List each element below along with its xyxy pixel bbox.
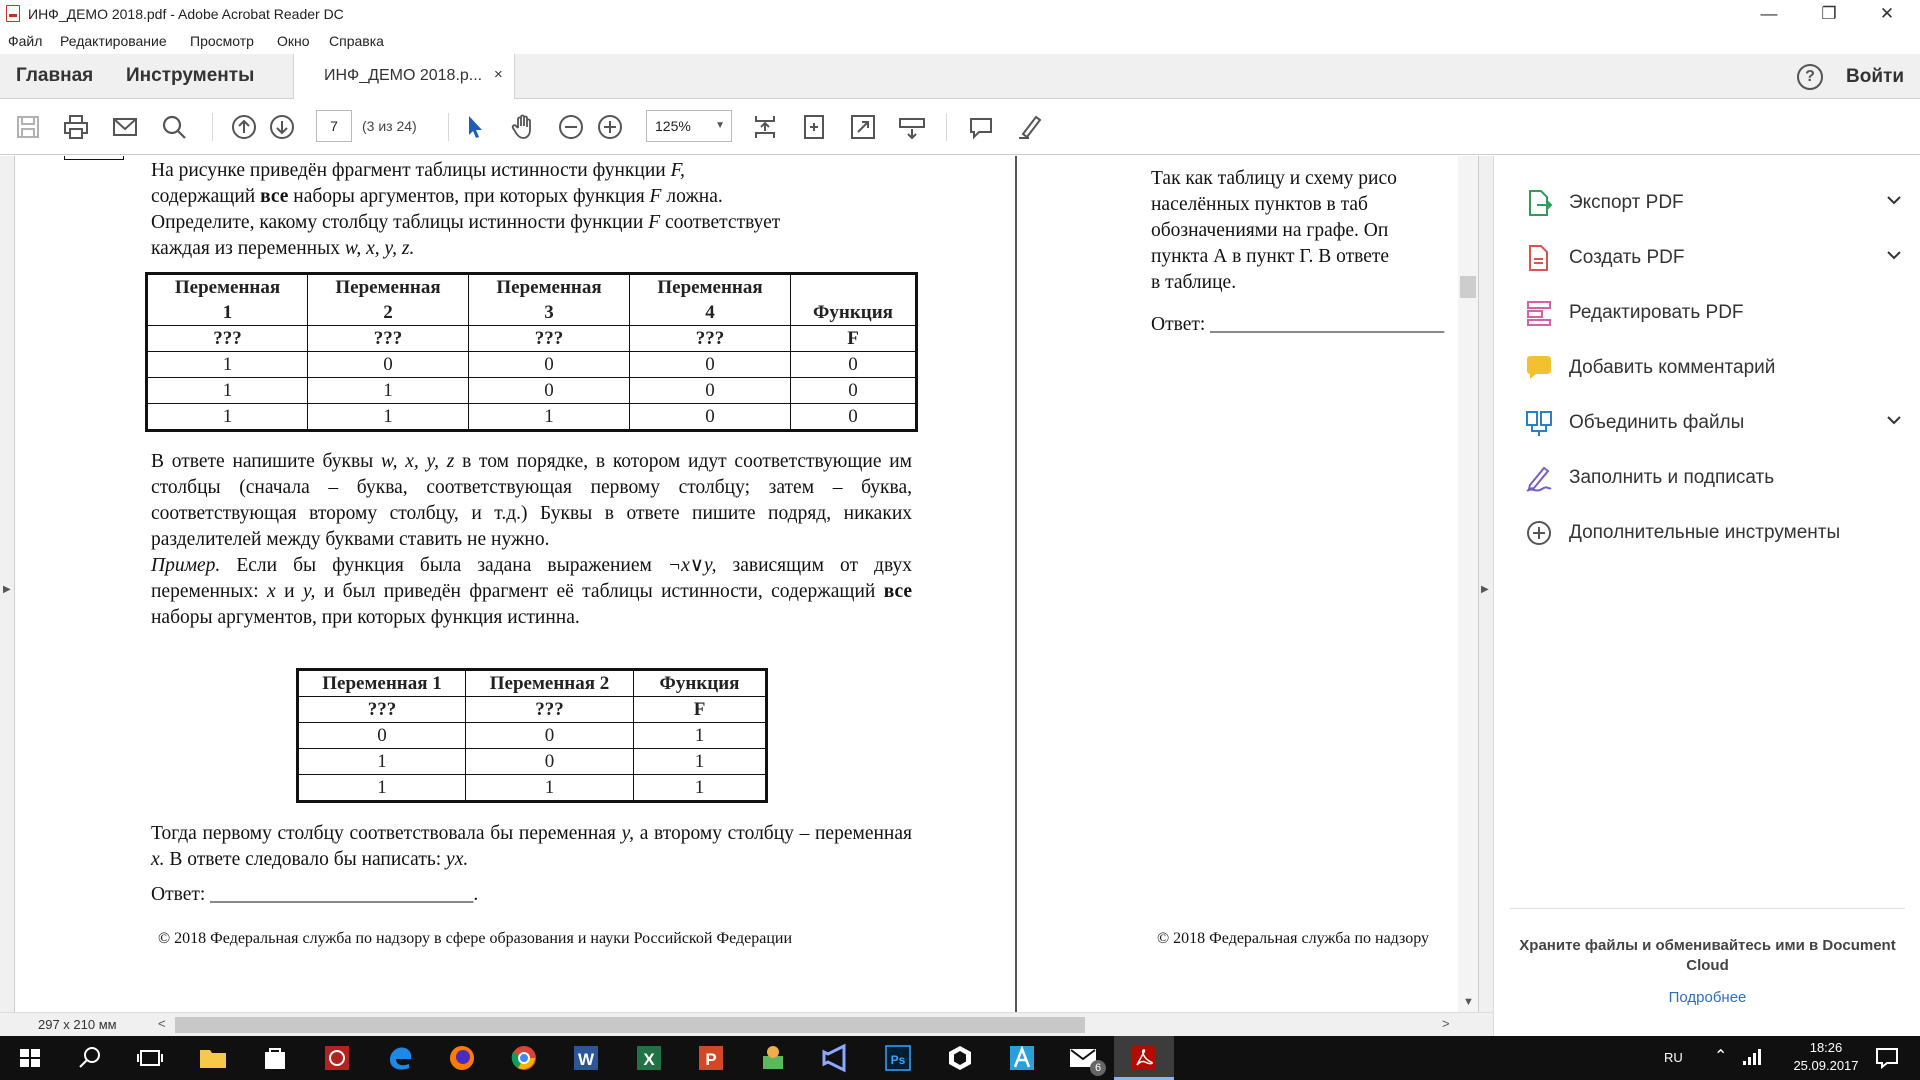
- acrobat-reader-icon: [1128, 1042, 1160, 1074]
- word-icon[interactable]: [570, 1042, 602, 1074]
- paragraph-3: В ответе напишите буквы w, x, y, z в том порядке, в котором идут соответствующие им столбцы (сначала – буква, соответствующая первому столбцу; затем – буква, соответствующая второму столбцу, и т.д.) Буквы в ответе пишите подряд, никаких разделителей между буквами ставить не нужно.: [151, 451, 913, 550]
- chevron-down-icon[interactable]: [1884, 245, 1904, 265]
- toolbar-separator: [212, 113, 213, 141]
- svg-text:W: W: [577, 1050, 595, 1069]
- paragraph-1: На рисунке приведён фрагмент таблицы истинности функции F,: [151, 160, 685, 181]
- truth-table-2: [296, 668, 768, 803]
- answer-line: Ответ: ___________________________.: [151, 884, 479, 905]
- create-pdf-icon: [1524, 243, 1554, 273]
- save-icon[interactable]: [14, 113, 42, 141]
- edit-pdf-icon: [1524, 298, 1554, 328]
- network-icon[interactable]: [1742, 1048, 1762, 1066]
- tab-home[interactable]: Главная: [16, 65, 94, 86]
- table-cell: 1: [308, 378, 469, 404]
- learn-more-link[interactable]: Подробнее: [1668, 989, 1747, 1006]
- left-panel-toggle[interactable]: [0, 156, 15, 1012]
- table-row: [147, 378, 917, 404]
- tool-add-comment[interactable]: [1524, 347, 1904, 387]
- combine-files-icon: [1524, 408, 1554, 438]
- expand-left-icon: ▶: [3, 584, 11, 595]
- page-right: [1151, 166, 1458, 338]
- table-cell: F: [634, 697, 767, 723]
- tool-label: Экспорт PDF: [1569, 192, 1684, 213]
- page-size: 297 x 210 мм: [38, 1017, 117, 1032]
- fullscreen-icon[interactable]: [849, 113, 877, 141]
- document-cloud-promo: [1510, 908, 1905, 1006]
- table-cell: 0: [630, 404, 791, 431]
- page-number-input[interactable]: 7: [316, 110, 352, 142]
- table-cell: 0: [308, 352, 469, 378]
- table-cell: 0: [791, 404, 917, 431]
- visual-studio-icon[interactable]: [820, 1042, 852, 1074]
- table-cell: 1: [634, 775, 767, 802]
- table-header: Переменная 1: [147, 274, 308, 326]
- zoom-value: 125%: [655, 118, 691, 134]
- table-row: [147, 404, 917, 431]
- table-cell: ???: [469, 326, 630, 352]
- text-line: в таблице.: [1151, 272, 1237, 293]
- highlight-pen-icon[interactable]: [1016, 113, 1044, 141]
- tab-tools[interactable]: Инструменты: [126, 65, 255, 86]
- close-window-button[interactable]: ✕: [1879, 4, 1895, 23]
- page-count: (3 из 24): [362, 118, 417, 134]
- unity-icon[interactable]: [944, 1042, 976, 1074]
- text-line: Так как таблицу и схему рисо: [1151, 168, 1397, 189]
- toolbar-separator: [448, 113, 449, 141]
- tool-label: Дополнительные инструменты: [1569, 522, 1841, 543]
- paragraph-4: Пример. Если бы функция была задана выражением ¬x∨y, зависящим от двух переменных: x и y, и был приведён фрагмент её таблицы истинности, содержащий все наборы аргументов, при которых функция истинна.: [151, 555, 913, 628]
- table-cell: ???: [630, 326, 791, 352]
- svg-text:Ps: Ps: [890, 1053, 906, 1067]
- table-row: [298, 775, 767, 802]
- excel-icon[interactable]: [633, 1042, 665, 1074]
- page-left: [151, 158, 912, 262]
- tool-label: Добавить комментарий: [1569, 357, 1776, 378]
- document-tab-label: ИНФ_ДЕМО 2018.p...: [324, 67, 483, 84]
- paragraph-1b: содержащий все наборы аргументов, при которых функция F ложна.: [151, 186, 723, 207]
- table-cell: 0: [791, 352, 917, 378]
- table-cell: 1: [147, 404, 308, 431]
- photoshop-icon[interactable]: [882, 1042, 914, 1074]
- expand-right-icon: ▶: [1481, 584, 1489, 595]
- next-page-icon[interactable]: [268, 113, 296, 141]
- taskbar-active-app[interactable]: [1114, 1036, 1174, 1080]
- chrome-icon[interactable]: [508, 1042, 540, 1074]
- scroll-left-icon[interactable]: <: [158, 1016, 166, 1031]
- table-cell: 0: [466, 749, 634, 775]
- table-cell: ???: [298, 697, 466, 723]
- table-cell: 1: [298, 749, 466, 775]
- table-cell: 1: [634, 749, 767, 775]
- tool-edit-pdf[interactable]: [1524, 292, 1904, 332]
- page-left-conclusion: [151, 821, 912, 908]
- table-row: [298, 723, 767, 749]
- title-bar: [0, 0, 1920, 28]
- zoom-in-icon[interactable]: [596, 113, 624, 141]
- email-icon[interactable]: [111, 113, 139, 141]
- sign-in-button[interactable]: Войти: [1846, 66, 1904, 87]
- page-left-body: [151, 449, 912, 631]
- menu-edit[interactable]: Редактирование: [60, 33, 167, 49]
- document-viewer[interactable]: [0, 156, 1478, 1012]
- chevron-down-icon: ▼: [715, 120, 725, 131]
- table-row: [298, 749, 767, 775]
- menu-view[interactable]: Просмотр: [190, 33, 254, 49]
- tool-label: Редактировать PDF: [1569, 302, 1744, 323]
- table-row: [147, 352, 917, 378]
- text-line: населённых пунктов в таб: [1151, 194, 1368, 215]
- hand-tool-icon[interactable]: [509, 113, 537, 141]
- language-indicator[interactable]: RU: [1664, 1050, 1683, 1065]
- tool-more-tools[interactable]: [1524, 512, 1904, 552]
- store-icon[interactable]: [259, 1042, 291, 1074]
- table-row: [298, 697, 767, 723]
- window-title: ИНФ_ДЕМО 2018.pdf - Adobe Acrobat Reader DC: [28, 6, 344, 22]
- svg-text:P: P: [705, 1050, 717, 1069]
- tool-create-pdf[interactable]: [1524, 237, 1904, 277]
- table-fragment: [64, 156, 124, 160]
- table-cell: 0: [630, 378, 791, 404]
- table-row: [298, 670, 767, 697]
- close-tab-icon[interactable]: ×: [494, 66, 503, 83]
- zoom-select[interactable]: [646, 110, 732, 142]
- toolbar-separator: [946, 113, 947, 141]
- table-cell: 0: [469, 378, 630, 404]
- scroll-down-icon[interactable]: ▼: [1463, 996, 1474, 1008]
- page-left-footer: © 2018 Федеральная служба по надзору в сфере образования и науки Российской Федерации: [158, 930, 792, 947]
- comment-tool-icon[interactable]: [967, 113, 995, 141]
- recorder-app-icon[interactable]: [321, 1042, 353, 1074]
- table-header: Переменная 1: [298, 670, 466, 697]
- table-cell: 1: [147, 352, 308, 378]
- export-pdf-icon: [1524, 188, 1554, 218]
- comment-icon: [1524, 353, 1554, 383]
- scroll-mode-icon[interactable]: [751, 113, 779, 141]
- font-app-icon[interactable]: [1006, 1042, 1038, 1074]
- text-line: обозначениями на графе. Оп: [1151, 220, 1389, 241]
- notifications-icon[interactable]: [1874, 1046, 1900, 1070]
- table-cell: 1: [634, 723, 767, 749]
- acrobat-app-icon: [6, 5, 20, 22]
- tool-label: Объединить файлы: [1569, 412, 1745, 433]
- mail-badge: 6: [1090, 1060, 1106, 1076]
- chevron-up-icon[interactable]: ⌃: [1714, 1048, 1728, 1065]
- scrollbar-thumb[interactable]: [1460, 276, 1476, 298]
- firefox-icon[interactable]: [446, 1042, 478, 1074]
- menu-window[interactable]: Окно: [277, 33, 310, 49]
- page-divider: [1015, 156, 1017, 1012]
- table-header: Переменная 4: [630, 274, 791, 326]
- page-right-footer: © 2018 Федеральная служба по надзору: [1157, 930, 1430, 947]
- tab-bar: [0, 54, 1920, 99]
- keyboard-scroll-icon[interactable]: [898, 113, 926, 141]
- paragraph-5: Тогда первому столбцу соответствовала бы переменная y, а второму столбцу – переменная x. В ответе следовало бы написать: yx.: [151, 823, 912, 870]
- truth-table-1: [145, 272, 918, 432]
- table-header: Переменная 2: [466, 670, 634, 697]
- paragraph-2b: каждая из переменных w, x, y, z.: [151, 238, 415, 259]
- svg-text:X: X: [643, 1050, 655, 1069]
- chevron-down-icon[interactable]: [1884, 410, 1904, 430]
- fill-sign-icon: [1524, 463, 1554, 493]
- previous-page-icon[interactable]: [230, 113, 258, 141]
- tools-panel: [1493, 156, 1920, 1036]
- horizontal-scrollbar[interactable]: [175, 1017, 1085, 1033]
- paragraph-2: Определите, какому столбцу таблицы истинности функции F соответствует: [151, 212, 781, 233]
- restore-button[interactable]: ❐: [1821, 4, 1837, 23]
- print-icon[interactable]: [62, 113, 90, 141]
- table-cell: 1: [469, 404, 630, 431]
- table-cell: 1: [147, 378, 308, 404]
- powerpoint-icon[interactable]: [695, 1042, 727, 1074]
- table-cell: 0: [791, 378, 917, 404]
- tool-label: Заполнить и подписать: [1569, 467, 1775, 488]
- tool-combine-files[interactable]: [1524, 402, 1904, 442]
- search-icon[interactable]: [74, 1042, 106, 1074]
- mail-icon[interactable]: [1068, 1042, 1100, 1074]
- right-panel-toggle[interactable]: [1478, 156, 1493, 1012]
- zoom-out-icon[interactable]: [557, 113, 585, 141]
- menu-file[interactable]: Файл: [8, 33, 43, 49]
- task-view-icon[interactable]: [134, 1042, 166, 1074]
- status-bar: [0, 1012, 1493, 1036]
- taskbar: [0, 1036, 1920, 1080]
- clock-time[interactable]: 18:26: [1809, 1040, 1843, 1055]
- tool-fill-sign[interactable]: [1524, 457, 1904, 497]
- table-header: Переменная 3: [469, 274, 630, 326]
- minimize-button[interactable]: —: [1760, 4, 1778, 23]
- table-cell: ???: [308, 326, 469, 352]
- menu-help[interactable]: Справка: [329, 33, 384, 49]
- table-row: [147, 326, 917, 352]
- table-cell: 1: [308, 404, 469, 431]
- search-icon[interactable]: [160, 113, 188, 141]
- table-cell: ???: [147, 326, 308, 352]
- help-icon[interactable]: ?: [1797, 64, 1823, 90]
- toolbar: [0, 99, 1920, 155]
- game-app-icon[interactable]: [757, 1042, 789, 1074]
- table-cell: 1: [466, 775, 634, 802]
- tab-document[interactable]: [293, 54, 515, 99]
- vertical-scrollbar[interactable]: [1458, 156, 1478, 1012]
- text-line: пункта А в пункт Г. В ответе: [1151, 246, 1390, 267]
- table-cell: ???: [466, 697, 634, 723]
- chevron-down-icon[interactable]: [1884, 190, 1904, 210]
- tool-export-pdf[interactable]: [1524, 182, 1904, 222]
- table-cell: F: [791, 326, 917, 352]
- table-cell: 0: [298, 723, 466, 749]
- menu-bar: [0, 28, 1920, 54]
- select-cursor-icon[interactable]: [461, 113, 489, 141]
- table-cell: 0: [466, 723, 634, 749]
- table-header: Функция: [634, 670, 767, 697]
- more-tools-icon: [1524, 518, 1554, 548]
- fit-page-icon[interactable]: [800, 113, 828, 141]
- tool-label: Создать PDF: [1569, 247, 1685, 268]
- table-cell: 1: [298, 775, 466, 802]
- table-header: Функция: [791, 274, 917, 326]
- clock-date[interactable]: 25.09.2017: [1793, 1058, 1859, 1073]
- table-cell: 0: [469, 352, 630, 378]
- file-explorer-icon[interactable]: [197, 1042, 229, 1074]
- windows-start-icon[interactable]: [14, 1042, 46, 1074]
- cloud-text: Храните файлы и обменивайтесь ими в Document Cloud: [1519, 937, 1896, 974]
- scroll-right-icon[interactable]: >: [1442, 1016, 1450, 1031]
- edge-browser-icon[interactable]: [384, 1042, 416, 1074]
- table-header: Переменная 2: [308, 274, 469, 326]
- table-cell: 0: [630, 352, 791, 378]
- answer-line: Ответ: ________________________: [1151, 314, 1445, 335]
